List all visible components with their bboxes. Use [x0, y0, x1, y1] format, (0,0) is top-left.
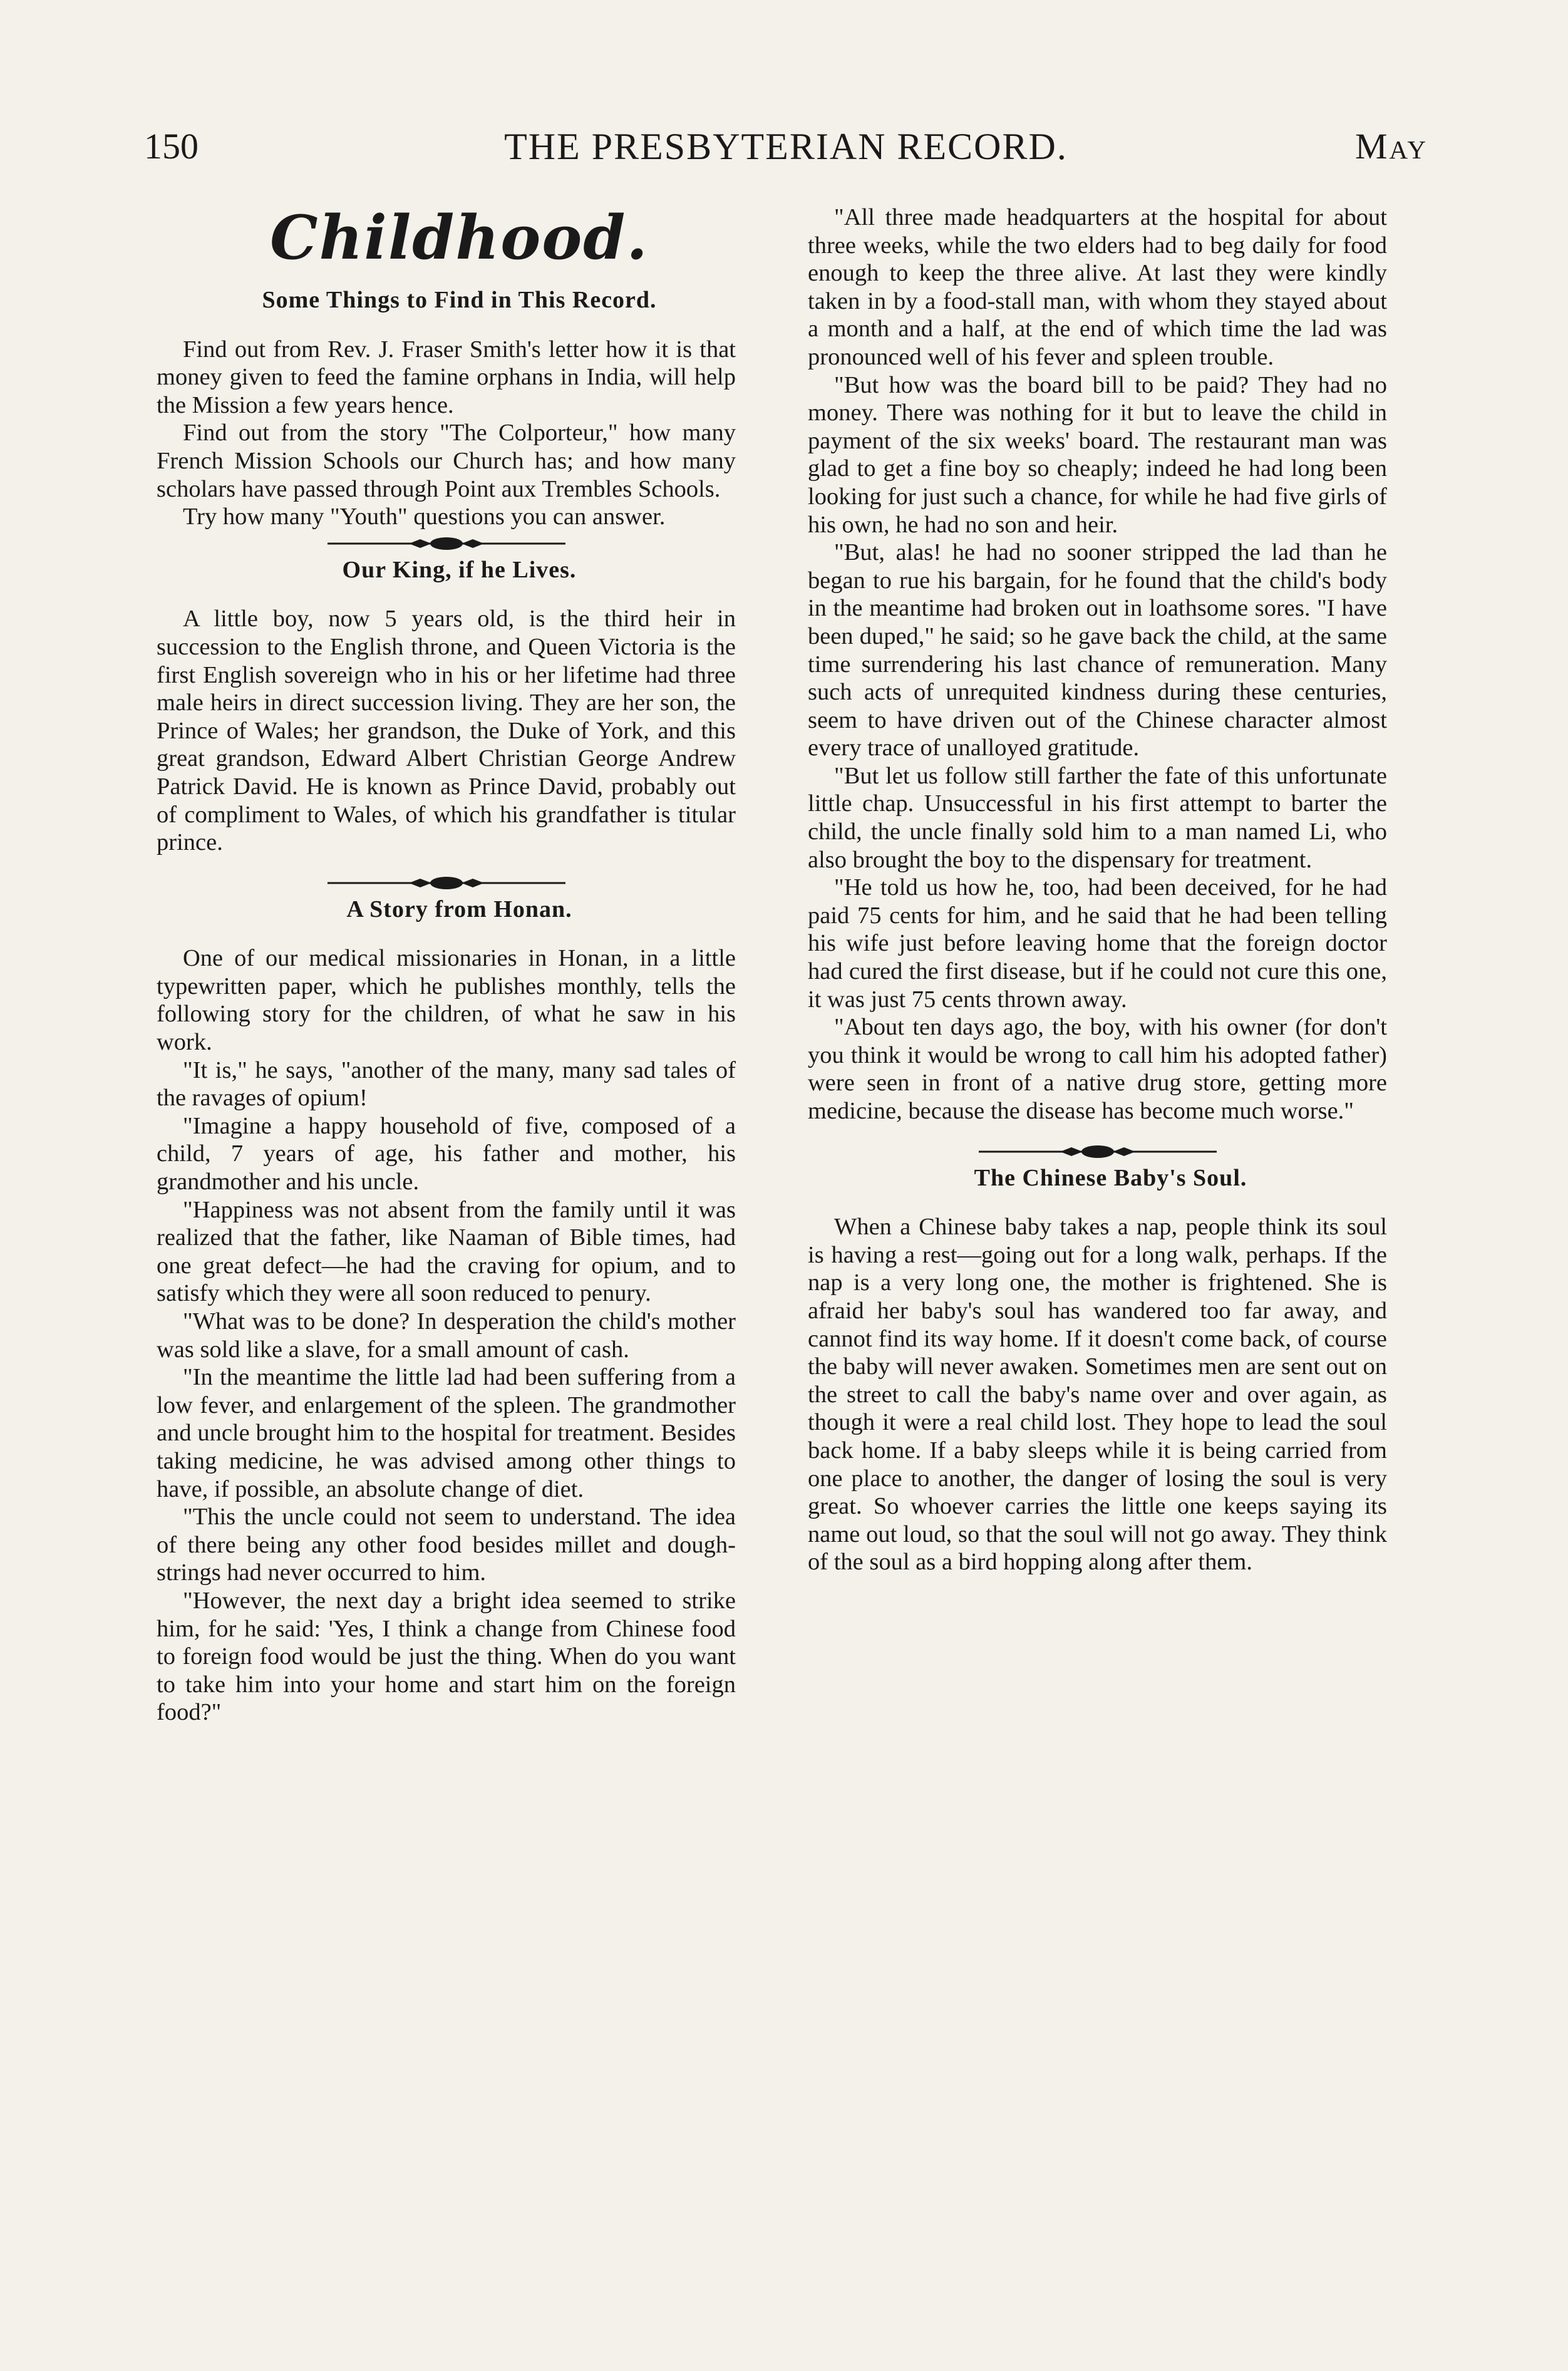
paragraph: "It is," he says, "another of the many, many sad tales of the ravages of opium!	[157, 1056, 736, 1112]
paragraph: "But let us follow still farther the fate of this unfortunate little chap. Unsuccessful in his first attempt to barter the child, the uncle finally sold him to a man named Li, who also brought the boy to the dispensary for treatment.	[808, 762, 1387, 873]
right-column	[808, 204, 1387, 1576]
paragraph: When a Chinese baby takes a nap, people think its soul is having a rest—going out for a long walk, perhaps. If the nap is a very long one, the mother is frightened. She is afraid her baby's soul has wandered too far away, and cannot find its way home. If it doesn't come back, of course the baby will never awaken. Sometimes men are sent out on the street to call the baby's name over and over again, as though it were a real child lost. They hope to lead the soul back home. If a baby sleeps while it is being carried from one place to another, the danger of losing the soul is very great. So whoever carries the little one keeps saying its name out loud, so that the soul will not go away. They think of the soul as a bird hopping along after them.	[808, 1214, 1387, 1576]
paragraph: "Imagine a happy household of five, composed of a child, 7 years of age, his father and mother, his grandmother and his uncle.	[157, 1112, 736, 1196]
article-title: Our King, if he Lives.	[342, 556, 577, 583]
left-column	[157, 204, 736, 1727]
paragraph: "All three made headquarters at the hospital for about three weeks, while the two elders had to beg daily for food enough to keep the three alive. At last they were kindly taken in by a food-stall man, with whom they stayed about a month and a half, at the end of which time the lad was pronounced well of his fever and spleen trouble.	[808, 204, 1387, 370]
publication-title: THE PRESBYTERIAN RECORD.	[504, 126, 1068, 167]
paragraph: "But how was the board bill to be paid? They had no money. There was nothing for it but to leave the child in payment of the six weeks' board. The restaurant man was glad to get a fine boy so cheaply; indeed he had long been looking for just such a chance, for while he had five girls of his own, he had no son and heir.	[808, 371, 1387, 538]
paragraph: Find out from Rev. J. Fraser Smith's letter how it is that money given to feed the famine orphans in India, will help the Mission a few years hence.	[157, 336, 736, 418]
paragraph: "However, the next day a bright idea seemed to strike him, for he said: 'Yes, I think a change from Chinese food to foreign food would be just the thing. When do you want to take him into your home and start him on the foreign food?"	[157, 1587, 736, 1726]
page-header	[144, 125, 1428, 182]
paragraph: "He told us how he, too, had been deceived, for he had paid 75 cents for him, and he said that he had been telling his wife just before leaving home that the foreign doctor had cured the first disease, but if he could not cure this one, it was just 75 cents thrown away.	[808, 874, 1387, 1013]
article-title: Some Things to Find in This Record.	[262, 287, 657, 313]
paragraph: Find out from the story "The Colporteur," how many French Mission Schools our Church has; and how many scholars have passed through Point aux Trembles Schools.	[157, 420, 736, 502]
page-number: 150	[144, 126, 199, 167]
paragraph: Try how many "Youth" questions you can answer.	[183, 504, 666, 530]
section-heading: Childhood.	[270, 202, 649, 273]
paragraph: One of our medical missionaries in Honan, in a little typewritten paper, which he publishes monthly, tells the following story for the children, of what he saw in his work.	[157, 945, 736, 1056]
paragraph: "About ten days ago, the boy, with his owner (for don't you think it would be wrong to call him his adopted father) were seen in front of a native drug store, getting more medicine, because the disease has become much worse."	[808, 1014, 1387, 1124]
paragraph: "In the meantime the little lad had been suffering from a low fever, and enlargement of the spleen. The grandmother and uncle brought him to the hospital for treatment. Besides taking medicine, he was advised among other things to have, if possible, an absolute change of diet.	[157, 1364, 736, 1502]
paragraph: "But, alas! he had no sooner stripped the lad than he began to rue his bargain, for he found that the child's body in the meantime had broken out in loathsome sores. "I have been duped," he said; so he gave back the child, at the same time surrendering his last chance of remuneration. Many such acts of unrequited kindness during these centuries, seem to have driven out of the Chinese character almost every trace of unalloyed gratitude.	[808, 539, 1387, 762]
article-title: A Story from Honan.	[346, 896, 572, 922]
paragraph: A little boy, now 5 years old, is the third heir in succession to the English throne, and Queen Victoria is the first English sovereign who in his or her lifetime had three male heirs in direct succession living. They are her son, the Prince of Wales; her grandson, the Duke of York, and this great grandson, Edward Albert Christian George Andrew Patrick David. He is known as Prince David, probably out of compliment to Wales, of which his grandfather is titular prince.	[157, 606, 736, 856]
ornament-divider	[315, 870, 578, 896]
paragraph: "Happiness was not absent from the family until it was realized that the father, like Naaman of Bible times, had one great defect—he had the craving for opium, and to satisfy which they were all soon reduced to penury.	[157, 1196, 736, 1307]
issue-month: May	[1354, 126, 1428, 167]
paragraph: "This the uncle could not seem to understand. The idea of there being any other food besides millet and dough-strings had never occurred to him.	[157, 1504, 736, 1586]
article-title: The Chinese Baby's Soul.	[974, 1164, 1247, 1191]
ornament-divider	[315, 531, 578, 556]
paragraph: "What was to be done? In desperation the child's mother was sold like a slave, for a small amount of cash.	[157, 1308, 736, 1363]
ornament-divider	[966, 1139, 1229, 1164]
